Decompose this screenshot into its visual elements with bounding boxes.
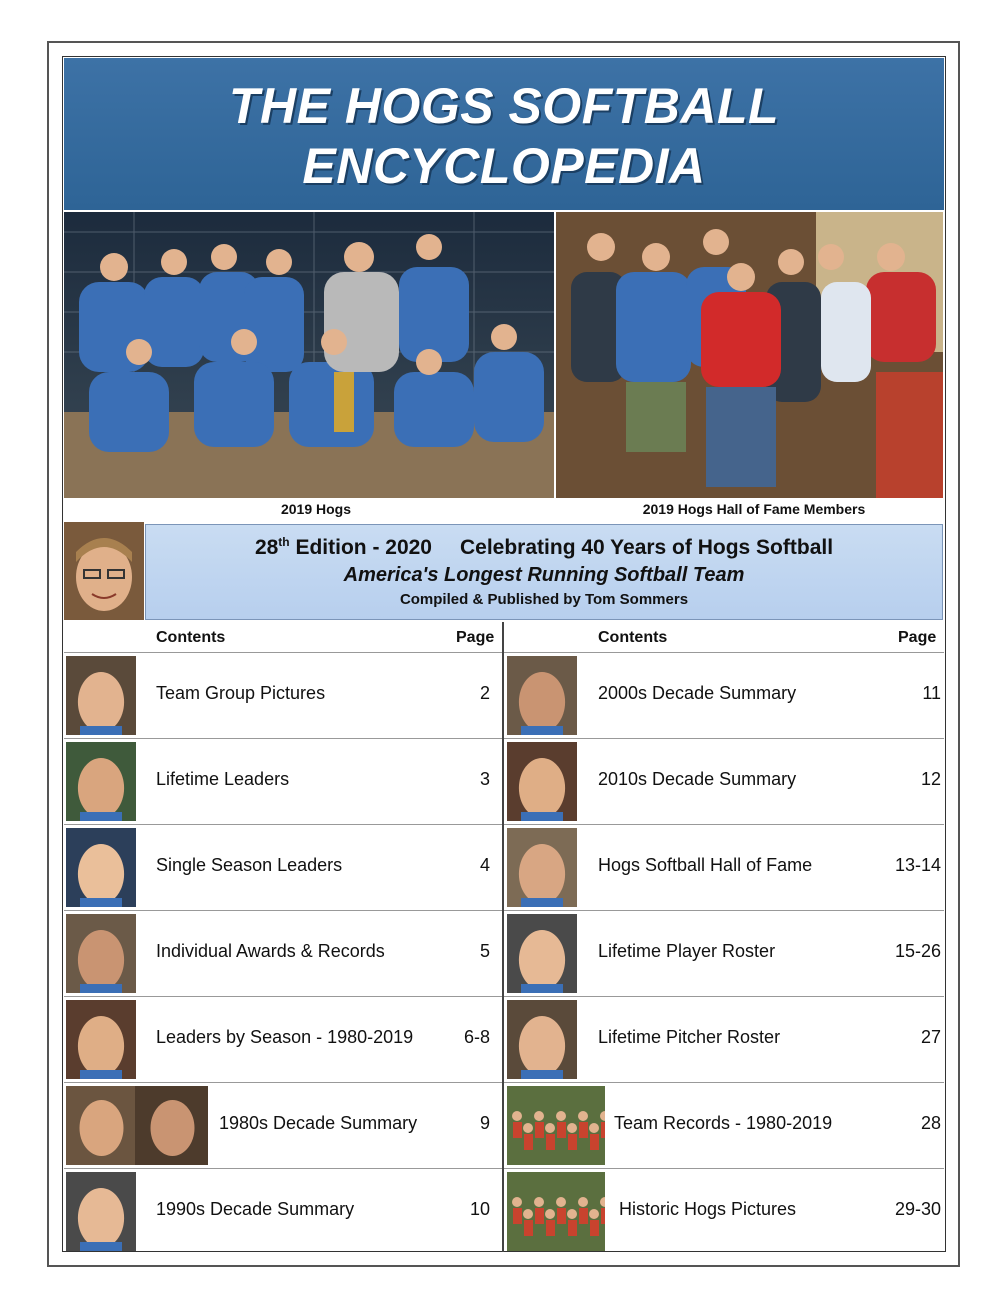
toc-label: 2010s Decade Summary	[598, 769, 797, 789]
tagline: America's Longest Running Softball Team	[343, 564, 745, 586]
toc-row[interactable]	[64, 996, 502, 1082]
toc-thumbnail	[507, 1086, 605, 1165]
toc-row[interactable]	[64, 910, 502, 996]
toc-row[interactable]	[64, 1082, 502, 1168]
toc-row[interactable]	[504, 652, 944, 738]
toc-page-number: 28	[920, 1113, 941, 1133]
page-header: Page	[456, 629, 495, 646]
toc-label: 1980s Decade Summary	[219, 1113, 418, 1133]
toc-thumbnail	[507, 656, 577, 735]
toc-label: 1990s Decade Summary	[156, 1199, 355, 1219]
title-line-1: THE HOGS SOFTBALL	[228, 78, 780, 134]
toc-row[interactable]	[504, 910, 944, 996]
edition-banner	[145, 524, 943, 620]
toc-row[interactable]	[504, 824, 944, 910]
toc-thumbnail	[66, 656, 136, 735]
toc-label: Lifetime Pitcher Roster	[598, 1027, 781, 1047]
toc-thumbnail	[66, 1172, 136, 1251]
toc-row[interactable]	[64, 738, 502, 824]
title-banner	[64, 58, 944, 210]
toc-page-number: 10	[469, 1199, 490, 1219]
toc-thumbnail	[507, 1172, 605, 1251]
celebrating-text: Celebrating 40 Years of Hogs Softball	[460, 536, 834, 559]
toc-thumbnail	[66, 742, 136, 821]
toc-page-number: 27	[920, 1027, 941, 1047]
toc-label: Team Group Pictures	[156, 683, 326, 703]
toc-page-number: 2	[479, 683, 490, 703]
toc-page-number: 5	[479, 941, 490, 961]
toc-page-number: 6-8	[463, 1027, 490, 1047]
toc-label: Historic Hogs Pictures	[619, 1199, 797, 1219]
toc-label: Lifetime Leaders	[156, 769, 290, 789]
toc-thumbnail	[66, 1000, 136, 1079]
edition-number: 28	[254, 536, 279, 559]
toc-thumbnail	[507, 828, 577, 907]
title-line-2: ENCYCLOPEDIA	[302, 138, 706, 194]
toc-row[interactable]	[504, 1082, 944, 1168]
toc-row[interactable]	[64, 824, 502, 910]
toc-page-number: 11	[922, 683, 941, 703]
edition-line	[146, 535, 942, 560]
toc-label: Lifetime Player Roster	[598, 941, 776, 961]
edition-suffix: th	[278, 535, 290, 549]
toc-thumbnail	[66, 1086, 208, 1165]
toc-thumbnail	[507, 742, 577, 821]
contents-header: Contents	[156, 629, 226, 646]
team-photo-2019	[64, 212, 554, 498]
toc-thumbnail	[507, 1000, 577, 1079]
toc-page-number: 15-26	[894, 941, 941, 961]
toc-page-number: 13-14	[894, 855, 941, 875]
toc-row[interactable]	[504, 738, 944, 824]
toc-page-number: 4	[479, 855, 490, 875]
toc-row[interactable]	[64, 652, 502, 738]
toc-thumbnail	[507, 914, 577, 993]
toc-row[interactable]	[64, 1168, 502, 1254]
contents-header: Contents	[598, 629, 668, 646]
page-header: Page	[898, 629, 937, 646]
toc-page-number: 3	[479, 769, 490, 789]
toc-label: Team Records - 1980-2019	[614, 1113, 833, 1133]
hall-of-fame-caption: 2019 Hogs Hall of Fame Members	[642, 501, 866, 517]
toc-label: Leaders by Season - 1980-2019	[156, 1027, 414, 1047]
toc-page-number: 29-30	[894, 1199, 941, 1219]
toc-page-number: 12	[920, 769, 941, 789]
toc-label: Individual Awards & Records	[156, 941, 385, 961]
toc-row[interactable]	[504, 996, 944, 1082]
toc-page-number: 9	[479, 1113, 490, 1133]
toc-row[interactable]	[504, 1168, 944, 1254]
toc-label: Hogs Softball Hall of Fame	[598, 855, 813, 875]
toc-label: 2000s Decade Summary	[598, 683, 797, 703]
team-photo-caption: 2019 Hogs	[280, 501, 352, 517]
author-portrait	[64, 522, 144, 620]
toc-thumbnail	[66, 914, 136, 993]
edition-text: Edition - 2020	[289, 536, 432, 559]
compiled-by: Compiled & Published by Tom Sommers	[399, 591, 689, 608]
hall-of-fame-photo-2019	[556, 212, 943, 498]
toc-label: Single Season Leaders	[156, 855, 343, 875]
toc-thumbnail	[66, 828, 136, 907]
